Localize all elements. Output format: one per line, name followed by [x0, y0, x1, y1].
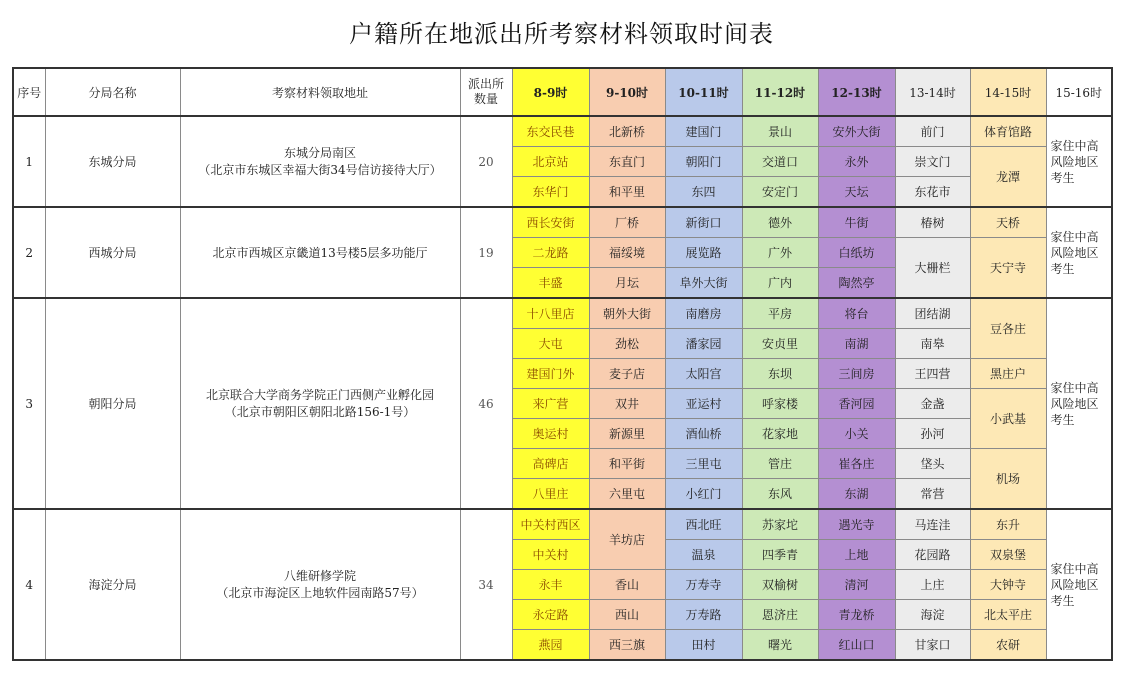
table-row	[13, 207, 1112, 238]
station-cell: 牛街	[818, 207, 895, 238]
station-cell: 金盏	[895, 389, 970, 419]
station-cell: 朝阳门	[665, 147, 742, 177]
station-cell: 西北旺	[665, 509, 742, 540]
table-row	[13, 298, 1112, 329]
station-cell: 黑庄户	[970, 359, 1046, 389]
station-cell: 厂桥	[589, 207, 665, 238]
station-cell: 清河	[818, 570, 895, 600]
station-cell: 潘家园	[665, 329, 742, 359]
station-cell: 安贞里	[742, 329, 818, 359]
branch-address	[180, 116, 460, 207]
station-cell: 西山	[589, 600, 665, 630]
station-cell: 天坛	[818, 177, 895, 208]
station-cell: 苏家坨	[742, 509, 818, 540]
branch-name: 西城分局	[45, 207, 180, 298]
station-cell: 遇光寺	[818, 509, 895, 540]
station-count: 20	[460, 116, 512, 207]
station-cell: 安外大街	[818, 116, 895, 147]
station-cell: 大钟寺	[970, 570, 1046, 600]
station-cell: 东直门	[589, 147, 665, 177]
station-cell: 北新桥	[589, 116, 665, 147]
station-cell: 崔各庄	[818, 449, 895, 479]
station-cell: 东风	[742, 479, 818, 510]
station-cell: 呼家楼	[742, 389, 818, 419]
station-cell: 红山口	[818, 630, 895, 661]
station-cell: 交道口	[742, 147, 818, 177]
branch-address	[180, 509, 460, 660]
station-cell: 平房	[742, 298, 818, 329]
station-cell: 小武基	[970, 389, 1046, 449]
header-seq: 序号	[13, 68, 45, 116]
station-cell: 龙潭	[970, 147, 1046, 208]
station-cell: 东交民巷	[512, 116, 589, 147]
header-count: 派出所数量	[460, 68, 512, 116]
station-cell: 广内	[742, 268, 818, 299]
station-cell: 德外	[742, 207, 818, 238]
station-cell: 来广营	[512, 389, 589, 419]
station-cell: 北太平庄	[970, 600, 1046, 630]
address-line: 东城分局南区	[283, 145, 356, 160]
header-slot-8-9: 8-9时	[512, 68, 589, 116]
station-cell: 二龙路	[512, 238, 589, 268]
station-cell: 甘家口	[895, 630, 970, 661]
header-slot-15-16: 15-16时	[1046, 68, 1112, 116]
station-cell: 前门	[895, 116, 970, 147]
address-line: 北京联合大学商务学院正门西侧产业孵化园	[205, 387, 434, 402]
station-cell: 天宁寺	[970, 238, 1046, 299]
branch-seq: 3	[13, 298, 45, 509]
station-cell: 双泉堡	[970, 540, 1046, 570]
station-cell: 南磨房	[665, 298, 742, 329]
station-cell: 管庄	[742, 449, 818, 479]
station-cell: 大栅栏	[895, 238, 970, 299]
station-cell: 恩济庄	[742, 600, 818, 630]
station-cell: 和平里	[589, 177, 665, 208]
branch-seq: 4	[13, 509, 45, 660]
station-cell: 体育馆路	[970, 116, 1046, 147]
station-cell: 新街口	[665, 207, 742, 238]
station-cell: 羊坊店	[589, 509, 665, 570]
station-cell: 和平街	[589, 449, 665, 479]
station-cell: 燕园	[512, 630, 589, 661]
risk-note: 家住中高风险地区考生	[1046, 207, 1112, 298]
table-row	[13, 509, 1112, 540]
station-cell: 建国门	[665, 116, 742, 147]
branch-address: 北京市西城区京畿道13号楼5层多功能厅	[180, 207, 460, 298]
station-cell: 展览路	[665, 238, 742, 268]
station-cell: 酒仙桥	[665, 419, 742, 449]
station-cell: 北京站	[512, 147, 589, 177]
risk-note: 家住中高风险地区考生	[1046, 509, 1112, 660]
schedule-table	[12, 67, 1113, 661]
branch-name: 朝阳分局	[45, 298, 180, 509]
branch-name: 海淀分局	[45, 509, 180, 660]
station-cell: 永定路	[512, 600, 589, 630]
station-cell: 奥运村	[512, 419, 589, 449]
station-cell: 青龙桥	[818, 600, 895, 630]
address-line: （北京市朝阳区朝阳北路156-1号）	[224, 404, 416, 419]
station-cell: 上庄	[895, 570, 970, 600]
station-cell: 大屯	[512, 329, 589, 359]
header-row	[13, 68, 1112, 116]
header-address: 考察材料领取地址	[180, 68, 460, 116]
station-cell: 劲松	[589, 329, 665, 359]
station-cell: 将台	[818, 298, 895, 329]
address-line: （北京市海淀区上地软件园南路57号）	[216, 585, 424, 600]
page-title: 户籍所在地派出所考察材料领取时间表	[349, 20, 774, 48]
station-cell: 豆各庄	[970, 298, 1046, 359]
station-cell: 南湖	[818, 329, 895, 359]
station-cell: 双井	[589, 389, 665, 419]
station-cell: 三间房	[818, 359, 895, 389]
station-cell: 小红门	[665, 479, 742, 510]
station-cell: 西三旗	[589, 630, 665, 661]
station-cell: 团结湖	[895, 298, 970, 329]
station-cell: 东四	[665, 177, 742, 208]
address-line: （北京市东城区幸福大街34号信访接待大厅）	[198, 162, 442, 177]
station-cell: 麦子店	[589, 359, 665, 389]
station-cell: 双榆树	[742, 570, 818, 600]
station-cell: 十八里店	[512, 298, 589, 329]
station-cell: 三里屯	[665, 449, 742, 479]
station-cell: 广外	[742, 238, 818, 268]
station-cell: 机场	[970, 449, 1046, 510]
station-cell: 东坝	[742, 359, 818, 389]
station-cell: 小关	[818, 419, 895, 449]
station-cell: 海淀	[895, 600, 970, 630]
branch-seq: 1	[13, 116, 45, 207]
header-slot-14-15: 14-15时	[970, 68, 1046, 116]
station-cell: 丰盛	[512, 268, 589, 299]
station-cell: 花家地	[742, 419, 818, 449]
station-cell: 白纸坊	[818, 238, 895, 268]
station-cell: 万寿路	[665, 600, 742, 630]
station-cell: 天桥	[970, 207, 1046, 238]
station-cell: 东花市	[895, 177, 970, 208]
header-slot-10-11: 10-11时	[665, 68, 742, 116]
station-cell: 崇文门	[895, 147, 970, 177]
station-cell: 田村	[665, 630, 742, 661]
station-cell: 常营	[895, 479, 970, 510]
station-cell: 椿树	[895, 207, 970, 238]
station-cell: 高碑店	[512, 449, 589, 479]
station-cell: 永丰	[512, 570, 589, 600]
branch-seq: 2	[13, 207, 45, 298]
station-cell: 孙河	[895, 419, 970, 449]
station-cell: 四季青	[742, 540, 818, 570]
station-count: 34	[460, 509, 512, 660]
station-cell: 八里庄	[512, 479, 589, 510]
header-slot-13-14: 13-14时	[895, 68, 970, 116]
station-cell: 香河园	[818, 389, 895, 419]
station-cell: 安定门	[742, 177, 818, 208]
station-cell: 福绥境	[589, 238, 665, 268]
station-cell: 朝外大街	[589, 298, 665, 329]
branch-address	[180, 298, 460, 509]
station-cell: 中关村西区	[512, 509, 589, 540]
station-count: 19	[460, 207, 512, 298]
station-cell: 陶然亭	[818, 268, 895, 299]
risk-note: 家住中高风险地区考生	[1046, 116, 1112, 207]
station-cell: 马连洼	[895, 509, 970, 540]
station-cell: 香山	[589, 570, 665, 600]
station-cell: 月坛	[589, 268, 665, 299]
station-cell: 中关村	[512, 540, 589, 570]
station-cell: 王四营	[895, 359, 970, 389]
station-cell: 曙光	[742, 630, 818, 661]
station-cell: 建国门外	[512, 359, 589, 389]
station-cell: 永外	[818, 147, 895, 177]
header-branch: 分局名称	[45, 68, 180, 116]
station-cell: 亚运村	[665, 389, 742, 419]
station-cell: 景山	[742, 116, 818, 147]
branch-name: 东城分局	[45, 116, 180, 207]
table-row	[13, 116, 1112, 147]
header-slot-11-12: 11-12时	[742, 68, 818, 116]
station-cell: 上地	[818, 540, 895, 570]
station-cell: 新源里	[589, 419, 665, 449]
header-slot-12-13: 12-13时	[818, 68, 895, 116]
address-line: 八维研修学院	[283, 568, 356, 583]
risk-note: 家住中高风险地区考生	[1046, 298, 1112, 509]
station-cell: 西长安街	[512, 207, 589, 238]
station-count: 46	[460, 298, 512, 509]
station-cell: 东湖	[818, 479, 895, 510]
station-cell: 东升	[970, 509, 1046, 540]
station-cell: 万寿寺	[665, 570, 742, 600]
station-cell: 阜外大街	[665, 268, 742, 299]
station-cell: 南皋	[895, 329, 970, 359]
station-cell: 东华门	[512, 177, 589, 208]
station-cell: 六里屯	[589, 479, 665, 510]
station-cell: 垡头	[895, 449, 970, 479]
station-cell: 农研	[970, 630, 1046, 661]
header-slot-9-10: 9-10时	[589, 68, 665, 116]
station-cell: 温泉	[665, 540, 742, 570]
station-cell: 花园路	[895, 540, 970, 570]
station-cell: 太阳宫	[665, 359, 742, 389]
